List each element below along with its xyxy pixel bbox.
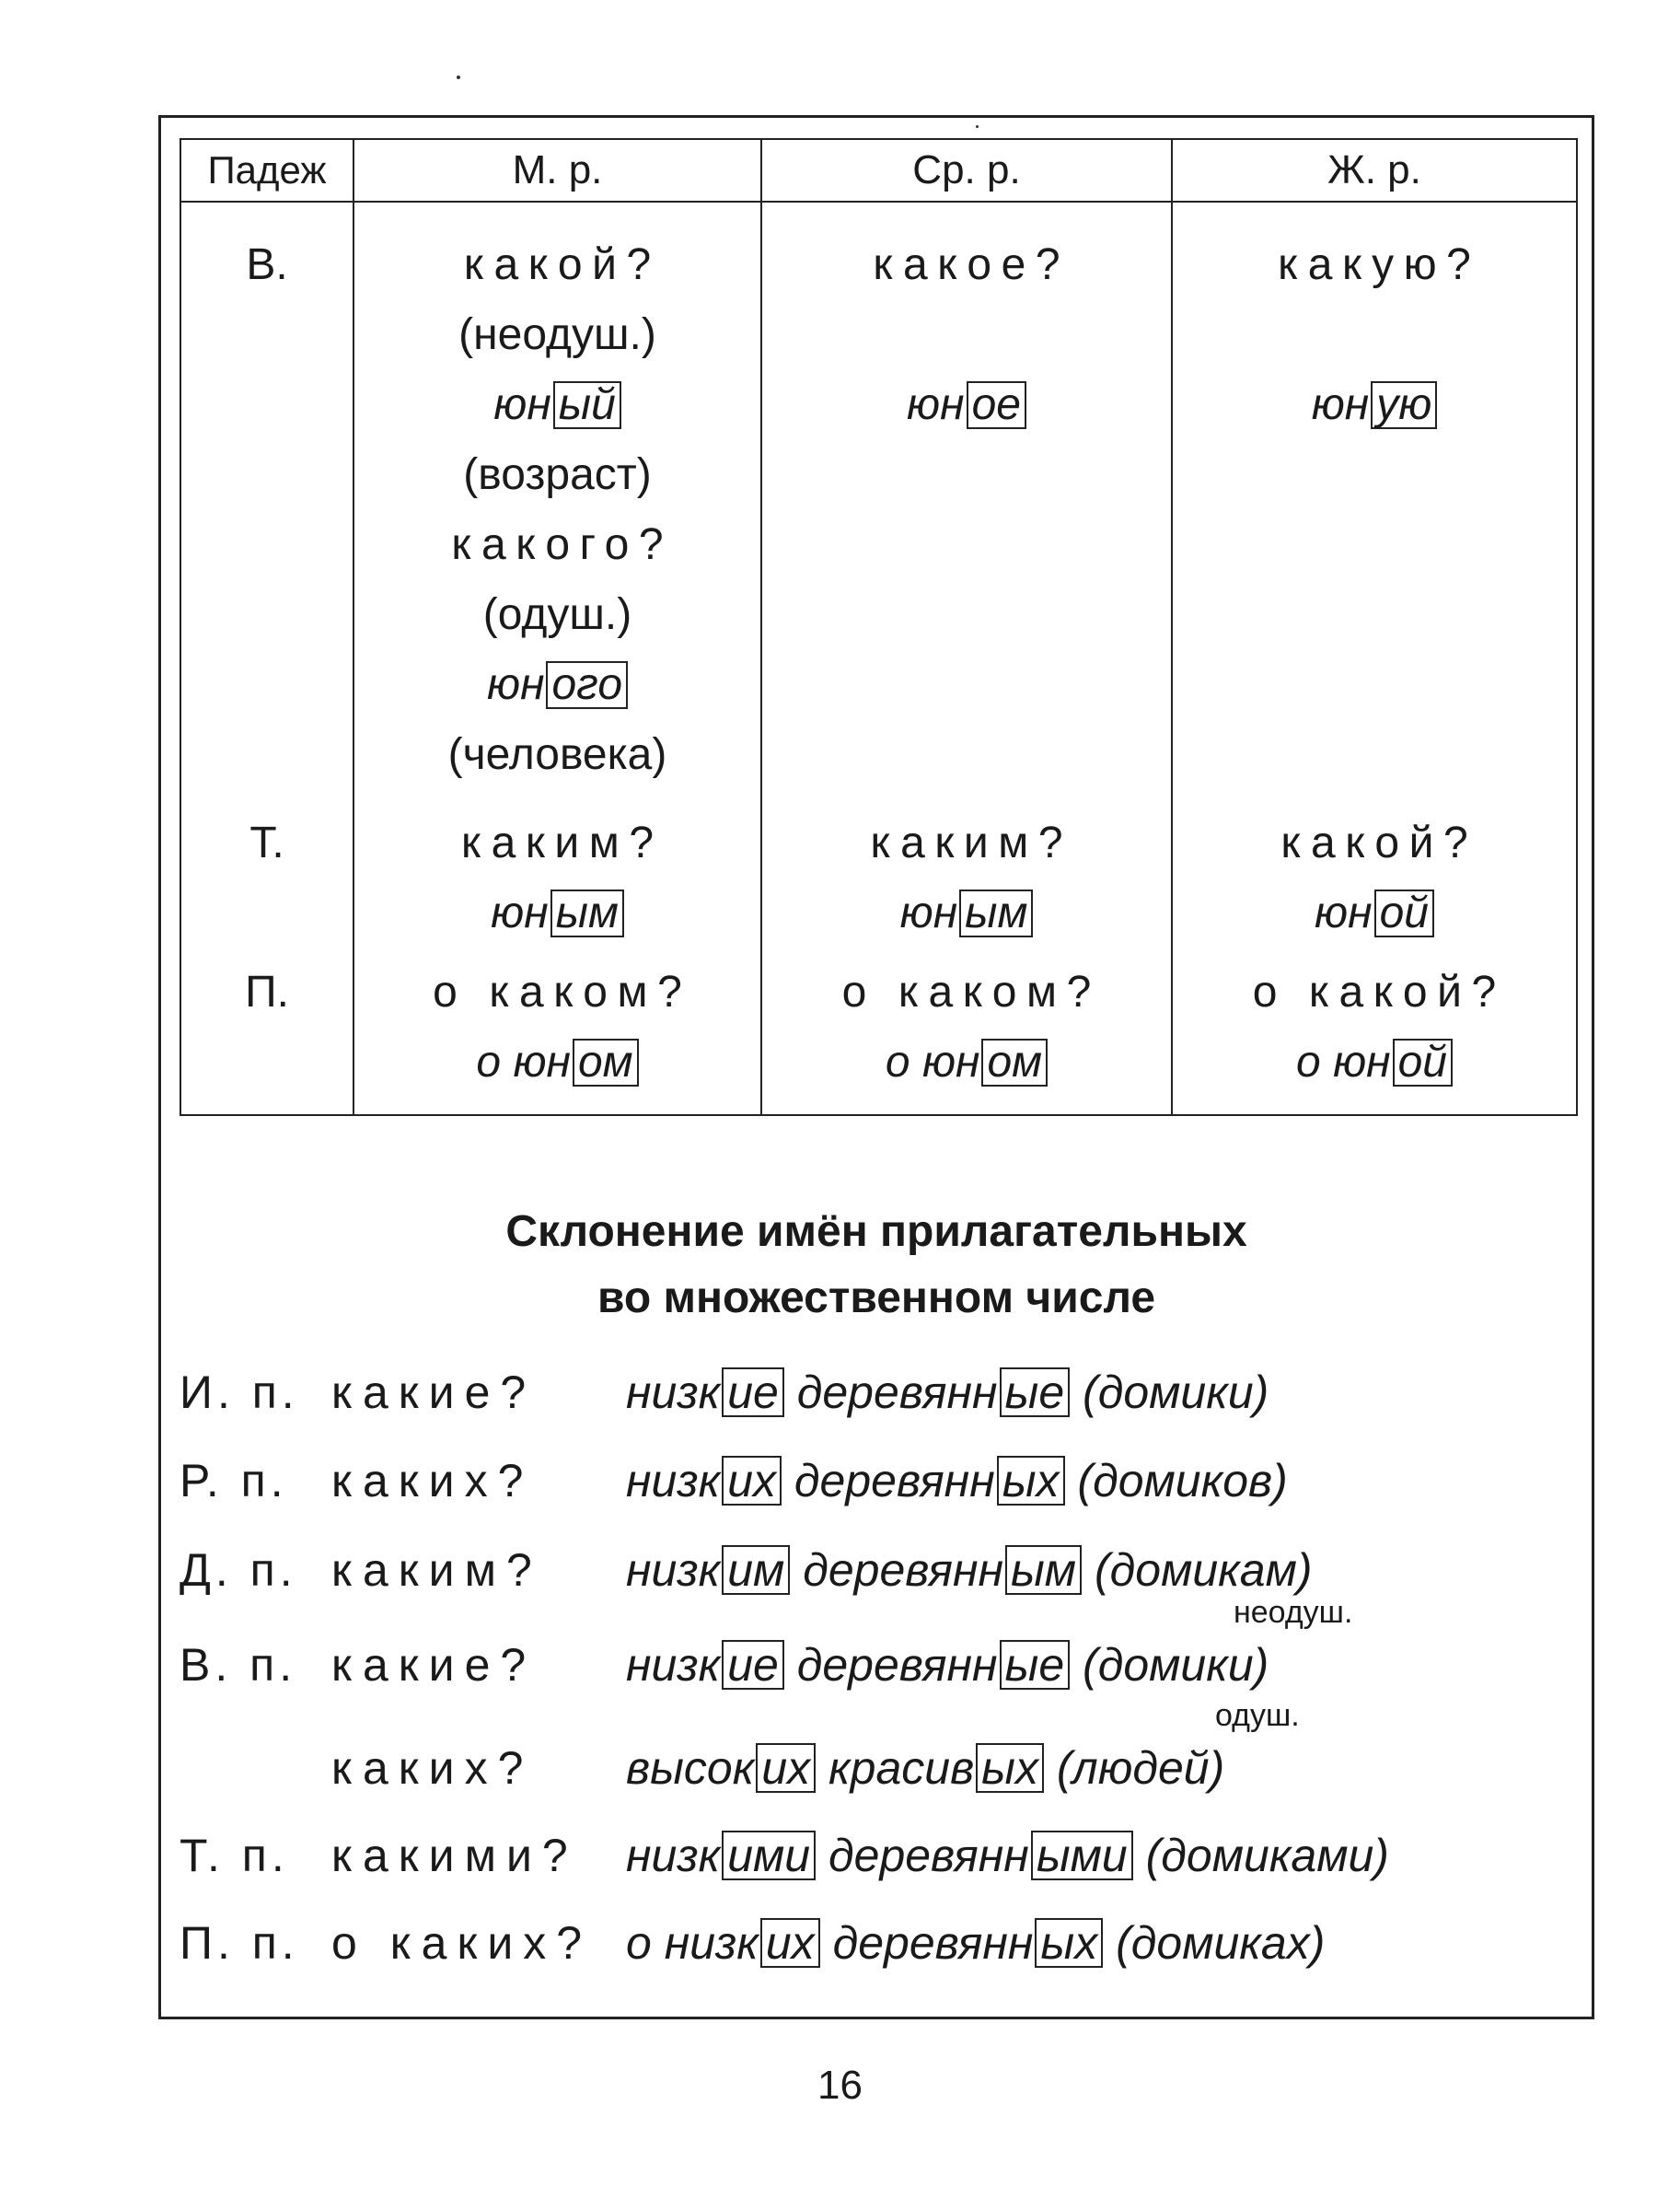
noun-example: (домики) [1083, 1366, 1269, 1418]
note: (возраст) [463, 450, 652, 499]
header-masculine: М. р. [353, 139, 761, 202]
title-line-2: во множественном числе [597, 1273, 1156, 1322]
print-speck [457, 76, 460, 79]
example [900, 889, 1034, 937]
adjective1-stem: низк [626, 1639, 721, 1691]
question-text: какого? [451, 520, 674, 569]
question-word [1173, 958, 1576, 1028]
table-row [180, 799, 1577, 948]
word-stem: юн [486, 660, 545, 709]
note: (одуш.) [482, 590, 632, 639]
adjective1-stem: низк [626, 1830, 721, 1881]
adjective2-ending-box: ые [1000, 1367, 1071, 1417]
table-row [180, 202, 1577, 799]
adjective1-stem: низк [626, 1544, 721, 1596]
word-stem: юн [493, 380, 551, 429]
gender-cell-m [353, 799, 761, 948]
plural-question: каких? [331, 1455, 534, 1506]
adjective2-stem: деревянн [828, 1830, 1029, 1881]
word-ending-box: ого [546, 661, 628, 709]
plural-case-label: Р. п. [180, 1455, 288, 1506]
question-word [354, 510, 760, 580]
header-feminine: Ж. р. [1172, 139, 1577, 202]
question-word [1173, 808, 1576, 878]
plural-case-label: Д. п. [180, 1544, 297, 1596]
gender-cell-f [1172, 799, 1577, 948]
plural-case-label: В. п. [180, 1639, 297, 1691]
noun-example: (домикам) [1094, 1544, 1313, 1596]
adjective2-stem: красив [828, 1742, 975, 1794]
plural-case-row [180, 1444, 1579, 1518]
word-stem: юн [899, 889, 958, 937]
example [476, 1038, 638, 1087]
note-text [354, 300, 760, 370]
word-ending-box: ым [550, 890, 624, 937]
word-ending-box: ом [573, 1039, 639, 1087]
case-label [180, 948, 353, 1115]
plural-example [626, 1444, 1288, 1518]
adjective1-ending-box: их [756, 1743, 816, 1793]
adjective1-ending-box: ими [722, 1831, 816, 1880]
example [1296, 1038, 1453, 1087]
example-word [762, 370, 1171, 440]
case-letter: Т. [249, 819, 284, 867]
adjective1-ending-box: их [760, 1918, 820, 1968]
adjective2-stem: деревянн [796, 1366, 998, 1418]
note-text [354, 720, 760, 790]
example [487, 660, 628, 709]
note: (человека) [447, 730, 667, 779]
case-letter: П. [245, 968, 289, 1017]
declension-table [180, 138, 1578, 1116]
word-stem: юн [907, 380, 965, 429]
word-stem: о юн [476, 1038, 571, 1087]
note-text [354, 580, 760, 650]
plural-case-row [180, 1355, 1579, 1429]
note: (неодуш.) [458, 310, 656, 359]
question-text: какой? [1280, 819, 1478, 867]
adjective2-ending-box: ые [1000, 1640, 1071, 1690]
word-ending-box: ом [981, 1039, 1048, 1087]
adjective2-stem: деревянн [794, 1455, 995, 1506]
adjective1-stem: о низк [626, 1917, 759, 1969]
adjective2-ending-box: ым [1005, 1545, 1082, 1595]
example-word [1173, 1028, 1576, 1098]
example [491, 889, 624, 937]
plural-example [626, 1355, 1269, 1429]
adjective1-ending-box: ие [722, 1640, 784, 1690]
header-neuter: Ср. р. [761, 139, 1172, 202]
gender-cell-n [761, 948, 1172, 1115]
question-text: каким? [870, 819, 1073, 867]
question-word [1173, 230, 1576, 300]
example-word [354, 650, 760, 720]
plural-example [626, 1819, 1389, 1892]
word-stem: юн [491, 889, 549, 937]
page-number: 16 [817, 2063, 863, 2108]
table-row [180, 948, 1577, 1115]
noun-example: (домики) [1083, 1639, 1269, 1691]
case-label [180, 202, 353, 799]
gender-cell-f [1172, 948, 1577, 1115]
example [886, 1038, 1048, 1087]
blank-line [1173, 300, 1576, 370]
adjective1-ending-box: ие [722, 1367, 784, 1417]
plural-section-title [158, 1199, 1594, 1332]
word-stem: о юн [1296, 1038, 1391, 1087]
adjective2-stem: деревянн [832, 1917, 1034, 1969]
gender-cell-m [353, 948, 761, 1115]
adjective2-stem: деревянн [796, 1639, 998, 1691]
case-letter: В. [246, 240, 288, 289]
word-ending-box: ой [1393, 1039, 1453, 1087]
word-ending-box: ую [1371, 381, 1437, 429]
question-word [354, 230, 760, 300]
plural-example [626, 1731, 1224, 1805]
animacy-note: неодуш. [1234, 1595, 1353, 1630]
question-text: какой? [463, 240, 661, 289]
adjective2-ending-box: ых [997, 1456, 1065, 1506]
adjective1-stem: высок [626, 1742, 755, 1794]
question-text: о каком? [433, 968, 692, 1017]
plural-question: каким? [331, 1544, 542, 1596]
question-text: о каком? [841, 968, 1101, 1017]
word-ending-box: ой [1374, 890, 1434, 937]
example [907, 380, 1026, 429]
plural-case-row [180, 1533, 1579, 1607]
example-word [762, 1028, 1171, 1098]
plural-case-row [180, 1906, 1579, 1980]
case-label [180, 799, 353, 948]
table-header-row [180, 139, 1577, 202]
noun-example: (домиками) [1145, 1830, 1389, 1881]
question-word [354, 958, 760, 1028]
adjective1-stem: низк [626, 1455, 721, 1506]
question-word [762, 230, 1171, 300]
plural-case-row [180, 1731, 1579, 1805]
plural-example [626, 1628, 1269, 1702]
plural-case-label: Т. п. [180, 1830, 289, 1881]
adjective2-ending-box: ых [1035, 1918, 1103, 1968]
plural-case-label: И. п. [180, 1366, 299, 1418]
animacy-note: одуш. [1215, 1698, 1300, 1733]
note-text [354, 440, 760, 510]
question-text: какое? [873, 240, 1071, 289]
word-stem: о юн [885, 1038, 980, 1087]
question-word [762, 808, 1171, 878]
question-word [762, 958, 1171, 1028]
header-case: Падеж [180, 139, 353, 202]
plural-case-label: П. п. [180, 1917, 299, 1969]
gender-cell-m [353, 202, 761, 799]
adjective2-ending-box: ыми [1031, 1831, 1133, 1880]
word-stem: юн [1311, 380, 1370, 429]
word-ending-box: ым [959, 890, 1033, 937]
adjective1-stem: низк [626, 1366, 721, 1418]
noun-example: (домиках) [1116, 1917, 1326, 1969]
plural-question: какие? [331, 1366, 537, 1418]
noun-example: (людей) [1056, 1742, 1225, 1794]
example-word [354, 370, 760, 440]
question-text: о какой? [1252, 968, 1506, 1017]
example-word [354, 878, 760, 948]
adjective2-stem: деревянн [803, 1544, 1003, 1596]
example-word [354, 1028, 760, 1098]
blank-line [762, 300, 1171, 370]
word-ending-box: ое [967, 381, 1026, 429]
plural-question: каких? [331, 1742, 534, 1794]
noun-example: (домиков) [1077, 1455, 1288, 1506]
word-stem: юн [1315, 889, 1373, 937]
question-text: каким? [460, 819, 664, 867]
question-text: какую? [1278, 240, 1481, 289]
adjective1-ending-box: их [722, 1456, 782, 1506]
example-word [1173, 878, 1576, 948]
plural-example [626, 1533, 1313, 1607]
example [493, 380, 621, 429]
plural-case-row [180, 1628, 1579, 1702]
plural-question: о каких? [331, 1917, 593, 1969]
plural-question: какие? [331, 1639, 537, 1691]
example-word [762, 878, 1171, 948]
gender-cell-f [1172, 202, 1577, 799]
question-word [354, 808, 760, 878]
plural-case-row [180, 1819, 1579, 1892]
plural-question: какими? [331, 1830, 578, 1881]
gender-cell-n [761, 799, 1172, 948]
adjective1-ending-box: им [722, 1545, 790, 1595]
example-word [1173, 370, 1576, 440]
word-ending-box: ый [553, 381, 621, 429]
example [1312, 380, 1438, 429]
title-line-1: Склонение имён прилагательных [505, 1207, 1247, 1256]
gender-cell-n [761, 202, 1172, 799]
adjective2-ending-box: ых [976, 1743, 1044, 1793]
plural-example [626, 1906, 1325, 1980]
example [1315, 889, 1434, 937]
